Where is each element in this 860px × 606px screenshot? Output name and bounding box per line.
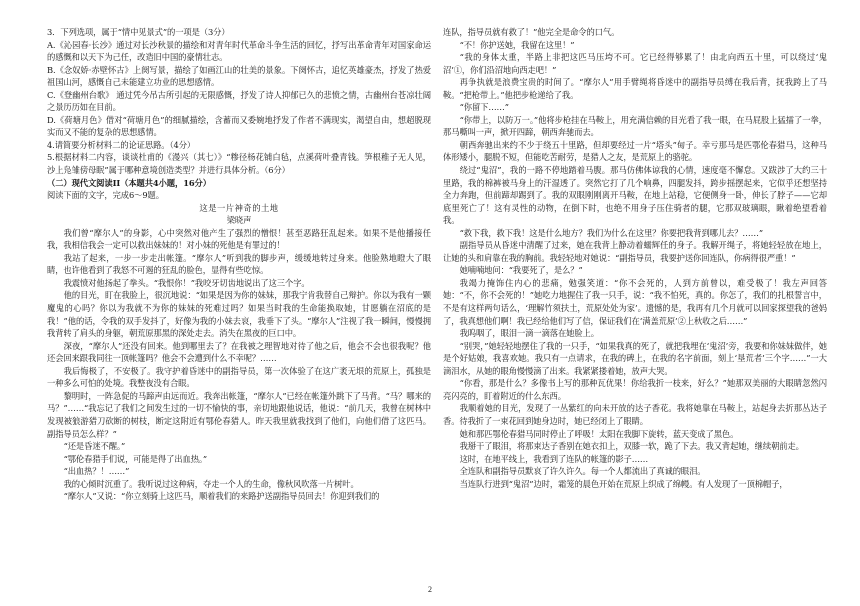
text-paragraph: 连队，指导员就有救了！”他完全是命令的口气。: [443, 27, 620, 37]
text-paragraph: 4.请简要分析材料二的论证思路。（4分）: [47, 139, 196, 150]
text-paragraph: A.《沁园春·长沙》通过对长沙秋景的描绘和对青年时代革命斗争生活的回忆，抒写出革命青年对国家命运的感慨和以天下为己任，改造旧中国的豪情壮志。: [47, 39, 431, 63]
text-paragraph: 全连队和副指导员默哀了许久许久。每一个人都流出了真诚的眼泪。: [459, 466, 706, 477]
text-paragraph: “你带上，以防万一。”他将步枪挂在马鞍上，用充满信赖的目光看了我一眼，在马屁股上猛擂了一拳，那马嘶叫一声，掀开四蹄，朝西奔驰而去。: [443, 114, 827, 138]
text-paragraph: 3．下列选项，属于“情中见景式”的一项是（3分）: [47, 27, 230, 37]
page-number: 2: [428, 585, 432, 594]
text-paragraph: 当连队行进到“鬼沼”边时，霜笼的晨色开始在荒原上织成了绵幔。有人发现了一顶棉帽子，: [459, 478, 788, 489]
left-column: [47, 26, 431, 592]
text-paragraph: “还是昏迷不醒。”: [63, 441, 126, 452]
text-paragraph: 朝西奔驰出来约不少于绕五十里路，但却要经过一片“塔头”甸子。幸亏那马是匹鄂伦春猎马，这种马体形矮小，腿脱不短，但能吃苦耐劳，是猎人之友，是荒原上的骆驼。: [443, 139, 827, 163]
text-paragraph: 副指导员从昏迷中清醒了过来，她在我背上静动着蠕辉任的身子。我解开绳子，将她轻轻放在地上，让她的头和肩靠在我的胸前。我轻轻地对她说：“副指导员，我要护送你回连队，你病得很严重！”: [443, 240, 827, 263]
passage-title: 这是一片神奇的土地: [199, 202, 279, 213]
text-paragraph: C.《登幽州台歌》 通过凭今吊古所引起的无限感慨，抒发了诗人抑郁已久的悲愤之情，古幽州台苍凉壮阔之景历历如在目前。: [47, 89, 431, 113]
text-paragraph: 我的心倾时沉重了。我听说过这种病，夺走一个人的生命，像秋风吹落一片树叶。: [63, 478, 359, 489]
text-paragraph: B.《念奴娇·赤壁怀古》上阕写景，描绘了如画江山的壮美的景象。下阕怀古，追忆英雄豪杰，抒发了热爱祖国山河，感慨自己未能建立功业的思想感情。: [47, 64, 431, 88]
text-paragraph: 我顺着她的目光，发现了一丛紫红的向未开放的达子香花。我将她靠在马鞍上，站起身去折那丛达子香。待我折了一束花回到她身边时，她已经闭上了眼睛。: [443, 403, 827, 426]
text-paragraph: 她喃喃地问：“我要死了，是么？”: [459, 265, 583, 276]
text-paragraph: “你留下……”: [459, 102, 509, 113]
text-paragraph: D.《荷塘月色》借对“荷塘月色”的细腻描绘，含蓄而又委婉地抒发了作者不满现实，渴望自由，想超脱现实而又不能的复杂的思想感情。: [47, 114, 431, 138]
section-heading: （二）现代文阅读II（本题共4小题，16分）: [47, 177, 211, 188]
text-paragraph: “我的身体太重，半路上非把这匹马压垮不可。它已经得够累了！由北向西五十里，可以绕过‘鬼沼’①，你们沿沼地向西走吧！”: [443, 52, 827, 75]
text-paragraph: 我站了起来，一步一步走出帐篷。“摩尔人”听到我的脚步声，缓缓地转过身来。他脸熟地瞪大了眼睛，也许他看到了我怒不可遏的狂乱的脸色，显得有些吃惊。: [47, 252, 431, 276]
text-paragraph: “救下我，救下我！这是什么地方？我们为什么在这里？你要把我背到哪儿去？……”: [459, 227, 763, 238]
right-column: [443, 26, 827, 592]
text-paragraph: “不！你护送她，我留在这里！”: [459, 39, 575, 50]
text-paragraph: 这时，在地平线上，我看到了连队的帐篷的影子……: [459, 453, 649, 464]
text-paragraph: 深夜，“摩尔人”还没有回来。他到哪里去了？在我被之理智地对待了他之后，他会不会也很我呢？他还会回来跟我同往一顶帐篷吗？他会不会遭到什么不幸呢？……: [47, 340, 431, 364]
text-paragraph: 我掰干了眼泪，将那束达子香别在她衣扣上，双膝一软，跪了下去。我又背起她，继续朝前走。: [459, 441, 804, 452]
text-paragraph: “出血热？！……”: [63, 466, 130, 477]
text-paragraph: “别哭，”她轻轻地摆住了我的一只手，“如果我真的死了，就把我埋在‘鬼沼’旁，我要和你妹妹做伴，她是个好姑娘，我喜欢她。我只有一点请求，在我的碑上，在我的名字前面，刻上‘垦荒者’三个字……”一大滴泪水，从她的眼角慢慢滴了出来。我紧紧搂着她，放声大哭。: [443, 340, 827, 376]
text-paragraph: 我呜咽了，眼泪一滴一滴落在她脸上。: [459, 328, 599, 339]
text-paragraph: 绕过“鬼沼”，我的一路不停地踏着马腹。那马仿佛体谅我的心情，速度毫不懈怠。又跋涉了大约三十里路，我的棉裤被马身上的汗湿透了。突然它打了几个响鼻，四腿发抖，跨步摇摆起来，它似乎还想坚持全力奔跑，但前蹄却踢到了。我的双眼刚刚离开马鞍，在地上站稳，它便侧身一卧，伸长了脖子——它却底里死亡了！这有灵性的动物，在倒下时，也绝不用身子压住骑者的腿，它那双玻璃眼，瞅着绝望看着我。: [443, 165, 827, 226]
text-paragraph: 他的目光，盯在我脸上，很沉地说：“如果是因为你的妹妹，那我宁肯我替自己辩护。你以为我有一颗魔鬼的心吗？你以为我就不为你的妹妹的死难过吗？如果当时我的生命能换取她，甘愿躺在沼底的是我！”他的话，令我的双手发抖了，好像为我的小妹去哀，我垂下了头。“摩尔人”注视了我一瞬间，慢慢拥我背转了肩头的身躯，朝荒原那黑的深处走去。消失在黑夜的巨口中。: [47, 290, 431, 339]
passage-author: 梁晓声: [226, 215, 252, 226]
text-paragraph: 她和那匹鄂伦春猎马同时停止了呼吸！太阳在我脚下旋转，蓝天变成了黑色。: [459, 428, 739, 439]
text-paragraph: 我竭力掩饰住内心的悲痛，勉强笑道：“你不会死的，人到方前曾以，难受极了！我左声回答她：“不，你不会死的！”她吃力地握住了我一只手，说：“我不怕死，真的。你怎了，我们的扎根誓言中，不是有这样两句话么，‘理解竹须扶土，荒原处处为家’。遗憾的是，我再有几个月就可以回家探望我的爸妈了，我真想他们啊！我已经给他们写了信，保证我们在‘满盖荒原’②上秋收之后……”: [443, 277, 827, 326]
text-paragraph: “鄂伦春猎手们说，可能是得了出血热。”: [63, 453, 208, 464]
text-paragraph: “你看，那是什么？多像书上写的那种瓦优果！你给我折一枝来，好么？”她那双美丽的大眼睛忽然闪亮闪亮的，盯着附近的什么东西。: [443, 378, 827, 401]
text-paragraph: 我震愤对他扬起了拳头。“我恨你！”我咬牙切齿地说出了这三个字。: [63, 277, 310, 288]
text-paragraph: 我后悔极了，不安极了。我守护着昏迷中的副指导员，第一次体验了在这广袤无垠的荒原上，孤独是一种多么可怕的处境。我整夜没有合眼。: [47, 365, 431, 389]
text-paragraph: 再争执就是浪费宝贵的时间了。“摩尔人”用手臂绳将昏迷中的副指导员缚在我后背，抚我跨上了马鞍。“把枪带上。”他把步枪递给了我。: [443, 77, 827, 100]
text-paragraph: 我们曾“摩尔人”的身影，心中突然对他产生了强烈的憎恨！甚至恶路狂乱起来。如果不是他播接任我，我相信我会一定可以救出妹妹的！对小妹的死他是有罪过的！: [47, 227, 431, 251]
text-paragraph: 黎明时，一阵急促的马蹄声由远而近。我奔出帐篷，“摩尔人”已经在帐篷外跳下了马背。“马？哪来的马？”……“我忘记了我们之间发生过的一切不愉快的事，亲切地跟他说话，他说：“前几天，我曾在树林中发现被狼游猎刀砍断的树枝，断定这附近有鄂伦春猎人。昨天我里就我找到了他们，向他们借了这匹马。副指导员怎么样？”: [47, 390, 431, 439]
text-paragraph: 5.根据材料二内容，谈谈杜甫的《漫兴（其七）》“糁径杨花铺白毡，点溪荷叶叠青钱。笋根稚子无人见，沙上凫雏傍母眠”属于哪种意境创造类型？并进行具体分析。（6分）: [47, 152, 431, 176]
text-paragraph: 阅读下面的文字，完成6～9题。: [47, 190, 164, 201]
text-paragraph: “摩尔人”又说：“你立刻骑上这匹马，顺着我们的来路护送副指导员回去！你迎到我们的: [63, 491, 380, 502]
